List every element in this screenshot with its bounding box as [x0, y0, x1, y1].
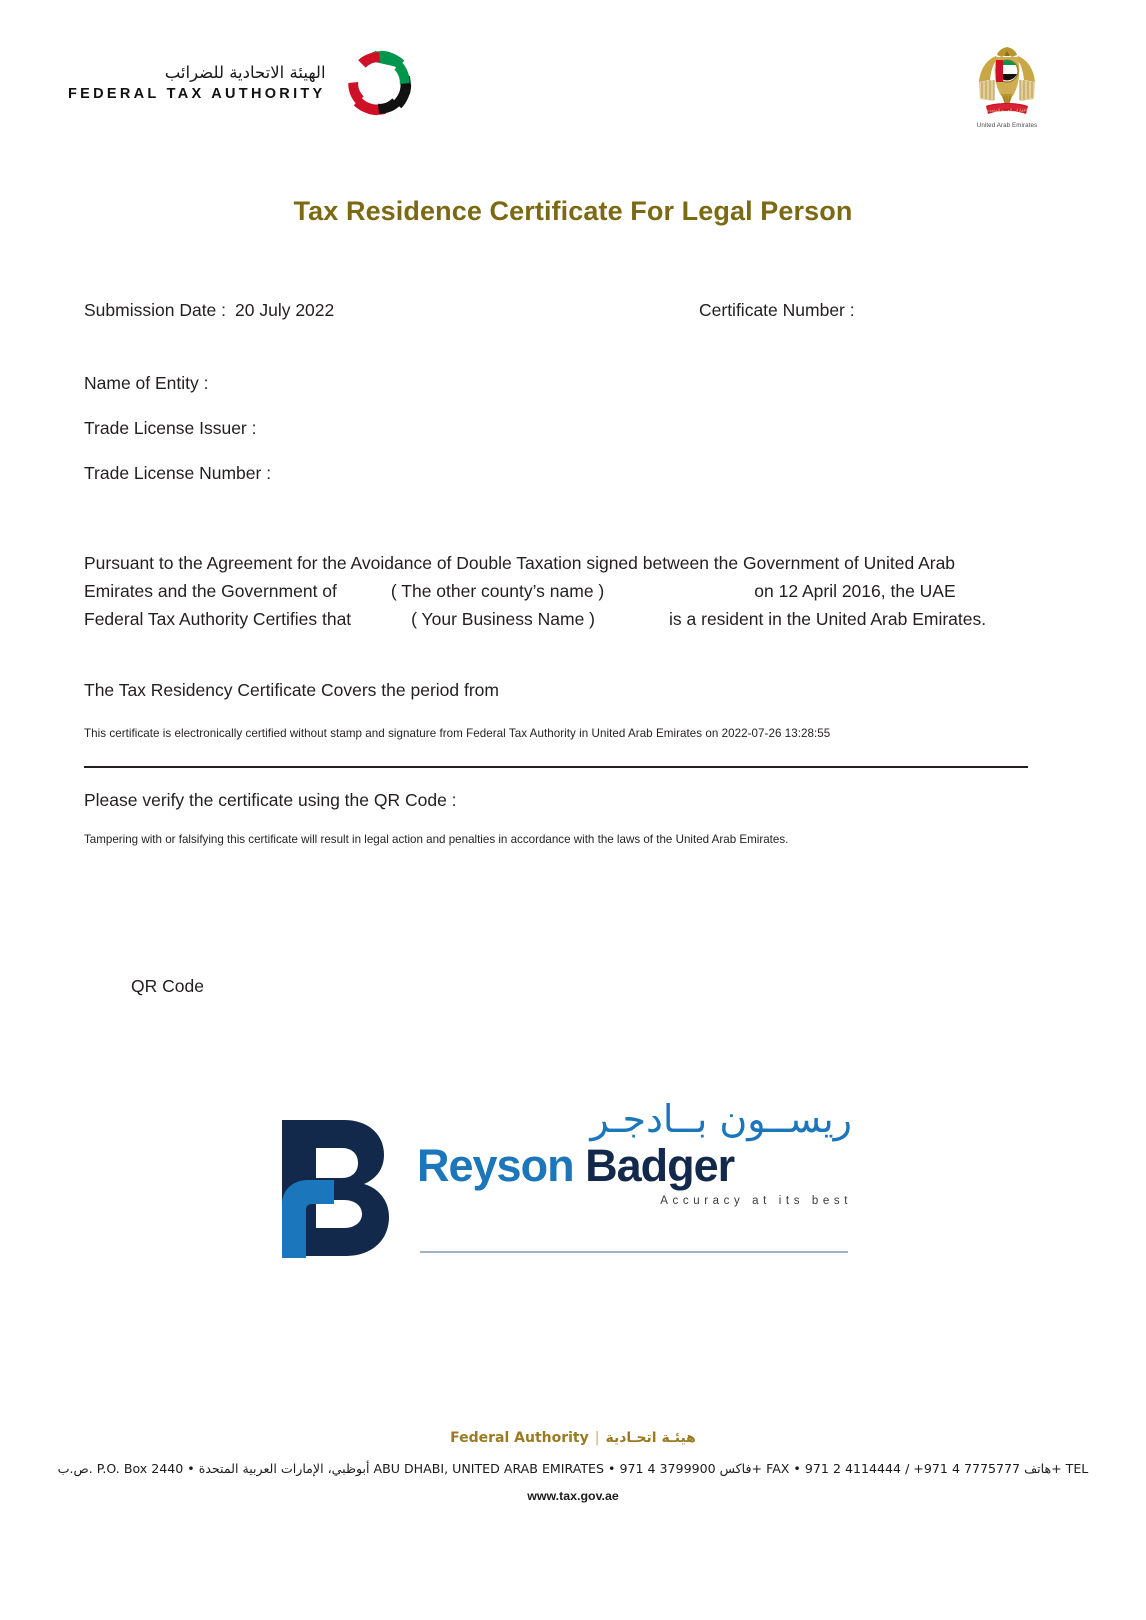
entity-fields [84, 373, 1034, 484]
uae-emblem-caption: United Arab Emirates [976, 122, 1038, 129]
fta-arabic-name: الهيئة الاتحادية للضرائب [164, 63, 326, 82]
brand-name-first: Reyson [417, 1140, 574, 1191]
trade-license-issuer-label: Trade License Issuer : [84, 418, 257, 438]
certificate-number-field [699, 300, 855, 321]
document-footer [0, 1430, 1146, 1503]
paragraph-part-1: Pursuant to the Agreement for the Avoidance of Double Taxation signed between the Government of United Arab Emirates and the Government of [84, 553, 956, 601]
document-body [84, 300, 1034, 846]
paragraph-part-2: on 12 April 2016, the UAE Federal Tax Authority Certifies that [84, 581, 956, 629]
trade-license-number-label: Trade License Number : [84, 463, 272, 483]
certificate-number-label: Certificate Number : [699, 300, 855, 320]
footer-authority-english: Federal Authority [450, 1430, 589, 1446]
footer-website[interactable]: www.tax.gov.ae [527, 1489, 619, 1503]
verify-qr-line: Please verify the certificate using the QR Code : [84, 790, 457, 810]
business-name-placeholder: ( Your Business Name ) [411, 609, 596, 629]
federal-tax-authority-logo [68, 48, 418, 118]
svg-text:الإمارات العربية المتحدة: الإمارات العربية المتحدة [987, 107, 1027, 113]
electronic-certification-note: This certificate is electronically certified without stamp and signature from Federal Tax Authority in United Arab Emirates on 2022-07-26 13:28:55 [84, 727, 831, 740]
brand-tagline: Accuracy at its best [660, 1195, 852, 1208]
fta-pinwheel-icon [340, 48, 418, 118]
section-divider [84, 766, 1028, 768]
submission-date-label: Submission Date : [84, 300, 227, 320]
uae-falcon-emblem-icon [976, 44, 1038, 120]
submission-date-value: 20 July 2022 [235, 300, 335, 320]
brand-name-second: Badger [585, 1140, 735, 1191]
name-of-entity-label: Name of Entity : [84, 373, 209, 393]
reyson-badger-wordmark [417, 1097, 852, 1208]
footer-authority: Federal Authority | هيئـة اتحـادية [450, 1430, 696, 1446]
fta-english-name: FEDERAL TAX AUTHORITY [68, 85, 326, 102]
uae-emblem [962, 44, 1052, 129]
qr-code-label: QR Code [131, 976, 204, 996]
brand-arabic-name: ريســون بــادجـر [590, 1097, 852, 1141]
paragraph-part-3: is a resident in the United Arab Emirates. [669, 609, 987, 629]
footer-address: ص.ب. P.O. Box 2440 • أبوظبي، الإمارات العربية المتحدة ABU DHABI, UNITED ARAB EMIRATES • فاكس 3799900 4 971+ FAX • هاتف 7775777 4 971+ / 4114444 2 971+ TEL [57, 1461, 1089, 1476]
brand-english-name [417, 1142, 852, 1189]
submission-date-field [84, 300, 699, 321]
brand-underline [420, 1251, 848, 1253]
reyson-badger-monogram-icon [272, 1118, 394, 1260]
certification-paragraph [84, 549, 999, 633]
meta-row [84, 300, 1034, 321]
coverage-period-line: The Tax Residency Certificate Covers the period from [84, 680, 499, 700]
page-title: Tax Residence Certificate For Legal Person [293, 196, 853, 226]
footer-authority-arabic: هيئـة اتحـادية [605, 1430, 696, 1446]
reyson-badger-logo [272, 1097, 852, 1265]
tampering-warning: Tampering with or falsifying this certificate will result in legal action and penalties in accordance with the laws of the United Arab Emirates. [84, 833, 789, 846]
other-country-placeholder: ( The other county’s name ) [390, 581, 605, 601]
fta-wordmark [68, 65, 326, 101]
document-header [0, 0, 1146, 150]
